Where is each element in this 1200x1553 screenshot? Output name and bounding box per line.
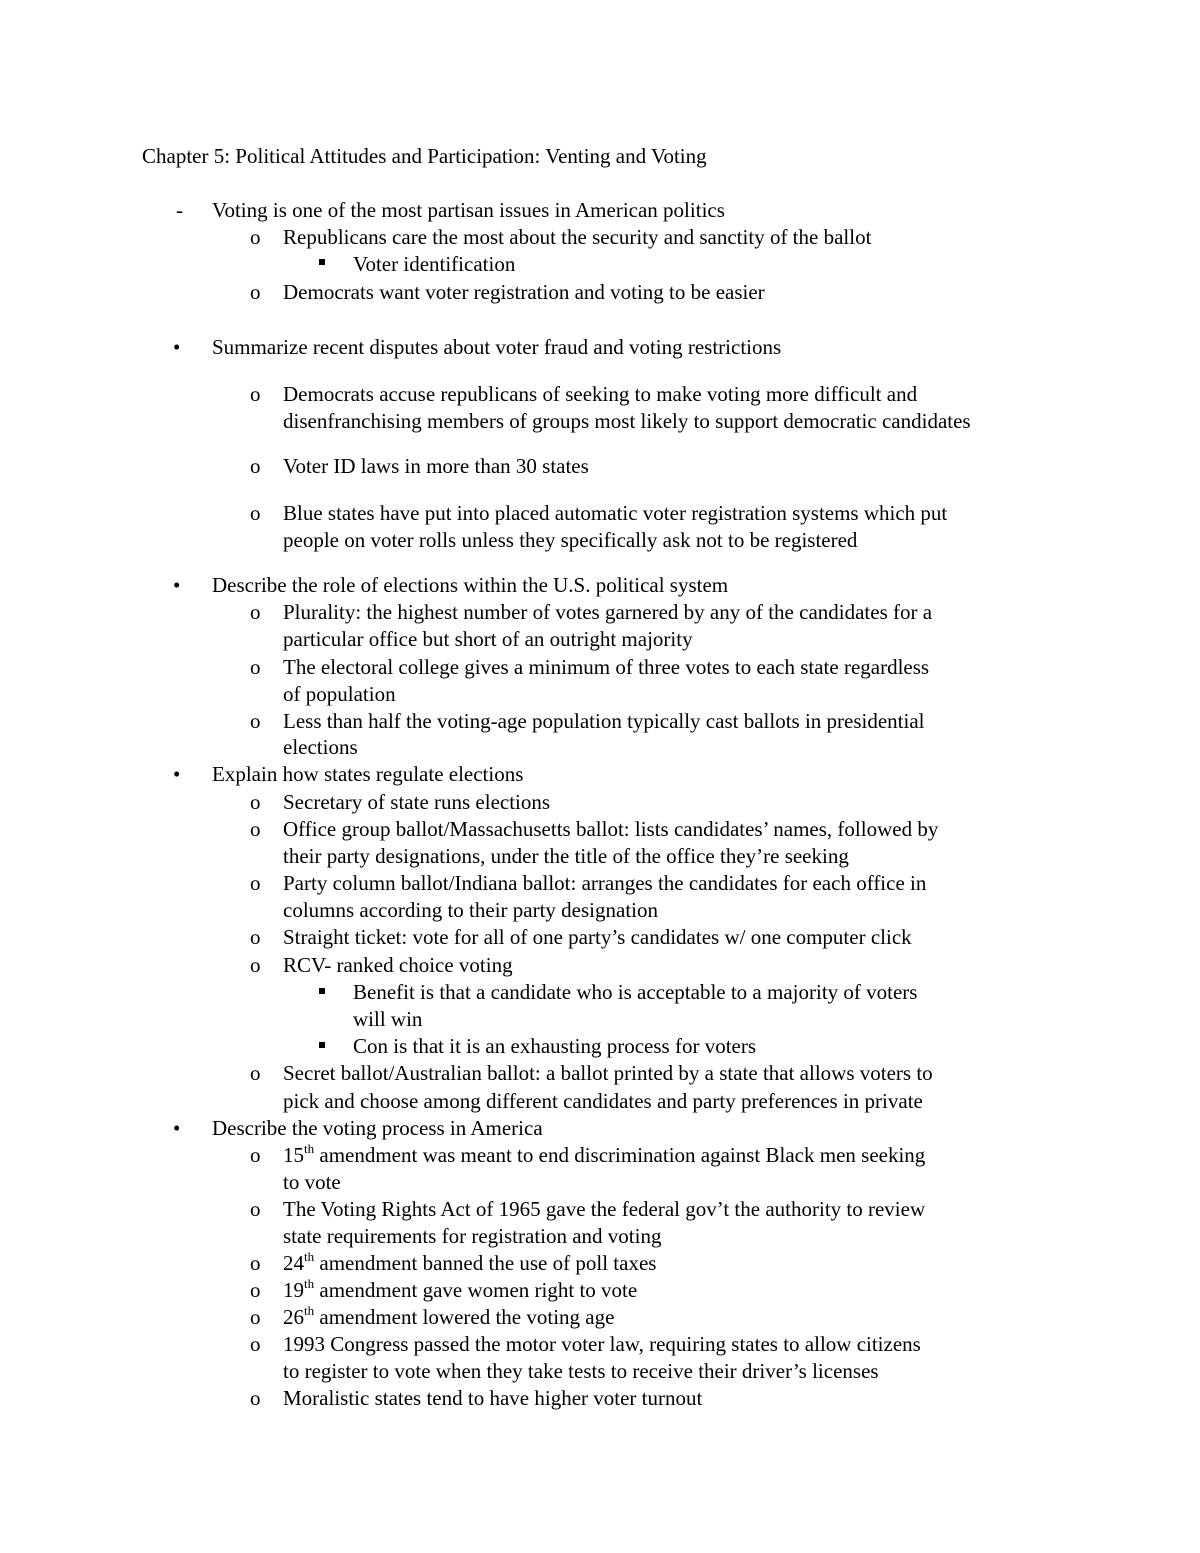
- circle-bullet: o: [250, 600, 261, 624]
- list-item: Plurality: the highest number of votes garnered by any of the candidates for a: [283, 600, 933, 624]
- circle-bullet: o: [250, 817, 261, 841]
- circle-bullet: o: [250, 1143, 261, 1167]
- page-title: Chapter 5: Political Attitudes and Participation: Venting and Voting: [142, 144, 707, 168]
- circle-bullet: o: [250, 709, 261, 733]
- list-item-continuation: particular office but short of an outright majority: [283, 627, 693, 651]
- bullet-dot: •: [173, 573, 181, 597]
- list-item-continuation: disenfranchising members of groups most likely to support democratic candidates: [283, 409, 971, 433]
- circle-bullet: o: [250, 454, 261, 478]
- amendment-number: 24: [283, 1251, 304, 1275]
- square-bullet: [319, 1042, 325, 1048]
- circle-bullet: o: [250, 1386, 261, 1410]
- bullet-dot: •: [173, 1116, 181, 1140]
- list-item: Voter identification: [353, 252, 516, 276]
- list-item: Party column ballot/Indiana ballot: arranges the candidates for each office in: [283, 871, 927, 895]
- list-item: Voter ID laws in more than 30 states: [283, 454, 589, 478]
- circle-bullet: o: [250, 925, 261, 949]
- ordinal-suffix: th: [304, 1141, 315, 1156]
- list-item: Office group ballot/Massachusetts ballot: lists candidates’ names, followed by: [283, 817, 939, 841]
- list-item-continuation: their party designations, under the title of the office they’re seeking: [283, 844, 849, 868]
- list-item: Benefit is that a candidate who is acceptable to a majority of voters: [353, 980, 918, 1004]
- circle-bullet: o: [250, 790, 261, 814]
- list-item-continuation: pick and choose among different candidates and party preferences in private: [283, 1089, 923, 1113]
- ordinal-suffix: th: [304, 1276, 315, 1291]
- list-item: [283, 1250, 656, 1277]
- amendment-number: 19: [283, 1278, 304, 1302]
- circle-bullet: o: [250, 871, 261, 895]
- list-item: Secretary of state runs elections: [283, 790, 551, 814]
- list-item-continuation: columns according to their party designation: [283, 898, 658, 922]
- bullet-dot: •: [173, 335, 181, 359]
- ordinal-suffix: th: [304, 1249, 315, 1264]
- list-item: [283, 1277, 637, 1304]
- item-text: amendment gave women right to vote: [314, 1278, 638, 1302]
- item-text: amendment lowered the voting age: [314, 1305, 615, 1329]
- bullet-dot: •: [173, 762, 181, 786]
- list-item: Republicans care the most about the security and sanctity of the ballot: [283, 225, 872, 249]
- list-item: Less than half the voting-age population typically cast ballots in presidential: [283, 709, 925, 733]
- list-item: Summarize recent disputes about voter fraud and voting restrictions: [212, 335, 782, 359]
- list-item-continuation: people on voter rolls unless they specifically ask not to be registered: [283, 528, 858, 552]
- list-item: Straight ticket: vote for all of one party’s candidates w/ one computer click: [283, 925, 912, 949]
- list-item: Blue states have put into placed automatic voter registration systems which put: [283, 501, 948, 525]
- list-item-continuation: to register to vote when they take tests to receive their driver’s licenses: [283, 1359, 879, 1383]
- list-item-continuation: to vote: [283, 1170, 341, 1194]
- circle-bullet: o: [250, 1251, 261, 1275]
- circle-bullet: o: [250, 655, 261, 679]
- circle-bullet: o: [250, 1197, 261, 1221]
- circle-bullet: o: [250, 953, 261, 977]
- list-item: The Voting Rights Act of 1965 gave the federal gov’t the authority to review: [283, 1197, 926, 1221]
- amendment-number: 15: [283, 1143, 304, 1167]
- list-item: [283, 1304, 614, 1331]
- list-item: Describe the role of elections within the U.S. political system: [212, 573, 729, 597]
- square-bullet: [319, 259, 325, 265]
- list-item: Secret ballot/Australian ballot: a ballot printed by a state that allows voters to: [283, 1061, 933, 1085]
- circle-bullet: o: [250, 382, 261, 406]
- list-item: Explain how states regulate elections: [212, 762, 524, 786]
- circle-bullet: o: [250, 280, 261, 304]
- list-item: Con is that it is an exhausting process for voters: [353, 1034, 757, 1058]
- list-item: RCV- ranked choice voting: [283, 953, 513, 977]
- list-item-continuation: state requirements for registration and voting: [283, 1224, 662, 1248]
- list-item-continuation: will win: [353, 1007, 423, 1031]
- item-text: amendment was meant to end discrimination against Black men seeking: [314, 1143, 926, 1167]
- list-item: Democrats want voter registration and voting to be easier: [283, 280, 765, 304]
- list-item: Voting is one of the most partisan issues in American politics: [212, 198, 725, 222]
- circle-bullet: o: [250, 1061, 261, 1085]
- list-item: Describe the voting process in America: [212, 1116, 543, 1140]
- circle-bullet: o: [250, 225, 261, 249]
- dash-marker: -: [176, 198, 183, 222]
- item-text: amendment banned the use of poll taxes: [314, 1251, 657, 1275]
- circle-bullet: o: [250, 1305, 261, 1329]
- list-item-continuation: of population: [283, 682, 396, 706]
- amendment-number: 26: [283, 1305, 304, 1329]
- square-bullet: [319, 988, 325, 994]
- list-item-continuation: elections: [283, 735, 358, 759]
- list-item: Democrats accuse republicans of seeking to make voting more difficult and: [283, 382, 918, 406]
- ordinal-suffix: th: [304, 1303, 315, 1318]
- circle-bullet: o: [250, 1278, 261, 1302]
- circle-bullet: o: [250, 501, 261, 525]
- list-item: 1993 Congress passed the motor voter law, requiring states to allow citizens: [283, 1332, 921, 1356]
- list-item: Moralistic states tend to have higher voter turnout: [283, 1386, 703, 1410]
- list-item: [283, 1142, 925, 1169]
- list-item: The electoral college gives a minimum of three votes to each state regardless: [283, 655, 930, 679]
- circle-bullet: o: [250, 1332, 261, 1356]
